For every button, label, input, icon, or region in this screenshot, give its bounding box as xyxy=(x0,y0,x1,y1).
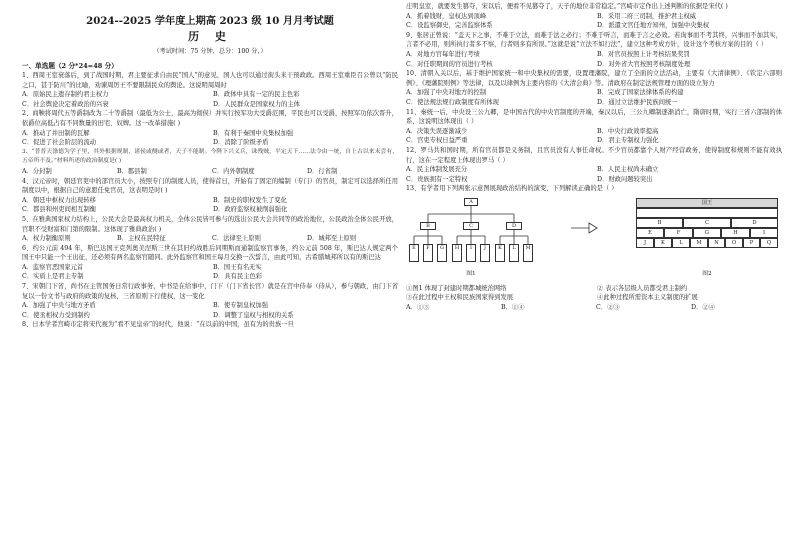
option: C．实质上是君主专制 xyxy=(22,273,84,281)
layer-cell: O xyxy=(725,238,743,248)
tree-node-leaf: I xyxy=(466,244,476,262)
layer-cell: B xyxy=(636,218,683,228)
tree-node-leaf: E xyxy=(409,244,419,262)
question-6-options xyxy=(22,263,398,282)
option: A．加强了中央对地方的控制 xyxy=(406,89,487,97)
layer-cell: L xyxy=(672,238,690,248)
exam-meta: （考试时间：75 分钟，总分：100 分，） xyxy=(153,48,267,55)
tree-node-mid: D xyxy=(506,222,522,230)
option: A．民主体制发展充分 xyxy=(406,166,468,174)
option: A．决策失误逐渐减少 xyxy=(406,127,468,135)
question-3-options xyxy=(22,167,398,177)
option: D．派遣文官任地方知州，加强中央集权 xyxy=(597,22,710,30)
statement: ①图1 体现了封建时期都城统治网络 xyxy=(406,284,507,292)
option: A．权力制衡原则 xyxy=(22,235,71,243)
question-6: 6、约公元前 494 年，斯巴达国王克列奥美涅斯三世在其旧约战胜后同期斯而通制监察官事务，约公元前 508 年，斯巴达人规定两个国王中只能一个王出征，还必须有两名监察官随同。此外监察官和国王每月交换一次誓言，由此可知，古希腊城邦所以有的斯巴达 xyxy=(22,244,398,262)
question-9: 9、张居正曾说：“盖天下之事，不难于立法，而难于法之必行；不难于听言，而难于言之必效。若询事而不考其终，兴事而不加其实，言者不必用，则所执行者多不察，行者则多有所误。”这就是说“立法不如行法”，建立这种考成方针，设计这个考核方案的目的（ ） xyxy=(406,31,782,49)
option: A．对地方官每年进行考绩 xyxy=(406,50,480,58)
tree-node-leaf: H xyxy=(452,244,462,262)
option: B．郡县制 xyxy=(117,167,147,175)
option: B．国王有名无实 xyxy=(213,263,262,271)
layer-cell: K xyxy=(654,238,672,248)
question-13-figures xyxy=(406,196,782,282)
option: D．君主专制权力强化 xyxy=(597,137,659,145)
question-2: 2、商鞅将周代五等爵制改为二十等爵制（最低为公士，最高为彻侯）并实行按军功大受爵范围，平民也可以受爵，按照军功依次晋升，依爵位高低占有不同数量的田宅、奴婢。这一改革措施( ) xyxy=(22,110,398,127)
question-7: 7、宋朝门下省，尚书在主管国务日常行政事务，中书是在给事中，门下（门下省长官）就是在宫中侍奉（侍从），参与朝政，由门下省复以一份文书与政府的政策的复核，三省原则下行使权，这一变化 xyxy=(22,283,398,300)
question-7-options xyxy=(22,301,398,320)
option: C．内外朝制度 xyxy=(212,167,255,175)
arrow-icon xyxy=(569,196,599,266)
question-1-options xyxy=(22,90,398,109)
transition-arrow xyxy=(569,196,599,266)
tree-connectors xyxy=(406,196,536,274)
option: B．政体中具有一定的民主色彩 xyxy=(213,91,300,99)
layer-cell: I xyxy=(750,228,778,238)
statement: ③在此过程中王权和民族国家得到发展 xyxy=(406,294,514,302)
question-8-continued: 庄明皇室，就要发生篡夺，宋以后，便看不见篡夺了，天子的地位非常稳定。”宫崎市定作出上述判断的依据是宋代( ) xyxy=(406,3,728,10)
option: B．制史的职权发生了变化 xyxy=(213,196,287,204)
option: D．财政问题较突出 xyxy=(597,175,653,183)
question-11: 11、秦统一后，中央设三公九卿，是中国古代的中央官制度的开端，秦汉以后，三公九卿制逐渐消亡，隋唐时期，实行三省六部制的体系，这说明这体现出（ ） xyxy=(406,108,782,126)
layer-cell: N xyxy=(708,238,725,248)
question-13: 13、有学者用下列两张示意图展现政治结构的演变，下列解读正确的是（ ） xyxy=(406,185,618,193)
layer-cell: P xyxy=(743,238,760,248)
layer-cell: F xyxy=(664,228,693,238)
question-13-statements xyxy=(406,284,782,303)
tree-node-leaf: F xyxy=(423,244,433,262)
right-column xyxy=(406,2,782,549)
option: A．加强了中央与地方矛盾 xyxy=(22,302,96,310)
figure-2-caption: 图2 xyxy=(702,270,712,277)
question-3: 3、“普普天涤德为学子里，其外根据规制，诸侯或侧或者，天子不能制。今陛下兴义兵，诛残贼，平定天下……法令由一统，自上古以来未尝有，五帝所不及。”材料所述的政治制度是( ) xyxy=(22,148,398,165)
question-5: 5、在雅典国家权力结构上，公民大会是最高权力机关，全体公民皆可参与的选出公民大会共同等的政治地位，公民政治全体公民开放，官职不受财富和门第的限制。这体现了雅典政治( ) xyxy=(22,215,398,233)
option: A．监察官恶国家元首 xyxy=(22,263,84,271)
layer-cell: G xyxy=(693,228,721,238)
option: D．人民群众是国家权力的主体 xyxy=(213,100,300,108)
layer-cell: J xyxy=(636,238,654,248)
tree-node-mid: B xyxy=(420,222,436,230)
option: B．主权在民特征 xyxy=(117,235,166,243)
option: D．②④ xyxy=(691,304,715,312)
question-8: 8、日本学者宫崎市定将宋代视为“看不见皇帝”的时代，他说：“在以前的中国，虽有为的贵族一旦 xyxy=(22,321,294,329)
option: D．通过立法维护民族间统一 xyxy=(597,98,678,106)
layer-cell: E xyxy=(636,228,664,238)
option: C．使丞相权力受到制约 xyxy=(22,311,90,319)
layer-row-blank xyxy=(636,208,778,218)
figure-2-layers xyxy=(632,196,782,282)
question-2-options xyxy=(22,129,398,148)
option: D．对外省大官按照考核制度处理 xyxy=(597,60,691,68)
question-10: 10、清朝入关以后，基于维护国家统一和中央集权的需要，设置理藩院，建立了全面的立法活动，主要有《大清律例》、《钦定六部则例》、《理藩院则例》等法律，以及以律例为主要内容的《大清会典》等。清政府在制定法规管理方面的设立努力 xyxy=(406,70,782,87)
option: B．有利于秦国中央集权加强 xyxy=(213,129,294,137)
option: C．对任职期间的官员进行考核 xyxy=(406,60,493,68)
option: A．①③ xyxy=(406,304,430,312)
option: C．设监察御史，完善监察体系 xyxy=(406,22,493,30)
option: A．抓着钱财，皇权达到顶峰 xyxy=(406,12,487,20)
question-4: 4、汉元帝时，朝廷官吏中的部官员大小，按照专门的制度人员，使得首日，开始有了固定的编制（专门）的官员，制定可以选择所任用制度以中，根据自己的意愿任免官员，这表明是时( ) xyxy=(22,177,398,195)
option: C．促进了社会阶层的流动 xyxy=(22,139,97,147)
tree-node-leaf: L xyxy=(509,244,519,262)
section-heading: 一、单选题（2 分*24=48 分） xyxy=(22,62,118,70)
layer-header: 国王 xyxy=(636,198,778,208)
option: A．分封制 xyxy=(22,167,52,175)
question-1: 1、西周王室衰落后，到了战国时期，君主要征求自由民“国人”的意见，国人也可以通过街头来干预政政。西周王室重臣召公曾以“防民之口，甚于防川”的比喻，劝谏周厉王不要限制民众的舆论。这说明周周时 xyxy=(22,72,398,89)
option: C．都县和州吏间相互制衡 xyxy=(22,206,97,214)
layer-cell: Q xyxy=(760,238,778,248)
option: B．①④ xyxy=(501,304,525,312)
option: D．政府监察权被削弱强化 xyxy=(213,206,288,214)
tree-node-mid: C xyxy=(463,222,479,230)
option: A．朝廷中枢权力出现转移 xyxy=(22,196,96,204)
option: A．推动了井田制的瓦解 xyxy=(22,129,90,137)
option: A．原始民主遗存制约君主权力 xyxy=(22,91,109,99)
question-12: 12、罗马共和国时期，所有官员都是义务制，且官员没有人事任命权。不少官员都靠个人财产经营政务，使得制度和规则不能有效执行，这在一定程度上体现出罗马（ ） xyxy=(406,146,782,164)
option: C．贵族拥有一定特权 xyxy=(406,175,468,183)
tree-node-leaf: M xyxy=(523,244,533,262)
question-9-options xyxy=(406,50,782,69)
option: C．社会舆论决定着政治的兴衰 xyxy=(22,100,109,108)
option: C．使法规法规行政制度有所体现 xyxy=(406,98,499,106)
option: D．调整了皇权与相权的关系 xyxy=(213,311,294,319)
question-10-options xyxy=(406,88,782,107)
option: D．具有民主色彩 xyxy=(213,273,263,281)
option: D．行省制 xyxy=(307,167,338,175)
figure-1-caption: 图1 xyxy=(466,270,476,277)
question-11-options xyxy=(406,127,782,146)
option: B．使专制皇权加强 xyxy=(213,302,269,310)
option: B．采用二府三司制，推护君主权威 xyxy=(597,12,697,20)
subject-title: 历 史 xyxy=(188,30,232,43)
statement: ④此种过程所需资本主义制度的扩展 xyxy=(597,294,698,302)
option: B．对官员按照上计考核结果奖罚 xyxy=(597,50,690,58)
question-12-options xyxy=(406,165,782,184)
option: C．官吏专权日益严重 xyxy=(406,137,468,145)
figure-1-tree xyxy=(406,196,536,282)
question-13-options xyxy=(406,303,782,313)
question-8-options xyxy=(406,12,782,31)
exam-title: 2024--2025 学年度上期高 2023 级 10 月月考试题 xyxy=(86,15,334,27)
statement: ② 表示各层级人员都受君主制约 xyxy=(597,284,688,292)
layer-cell: D xyxy=(731,218,778,228)
option: B．人民主权尚未确立 xyxy=(597,166,659,174)
option: D．消除了阶级矛盾 xyxy=(213,139,269,147)
option: C．法律至上原则 xyxy=(212,235,261,243)
question-4-options xyxy=(22,196,398,215)
tree-node-leaf: J xyxy=(480,244,490,262)
layer-cell: H xyxy=(721,228,750,238)
layer-cell: C xyxy=(683,218,731,228)
tree-node-leaf: G xyxy=(437,244,447,262)
option: B．完成了国家法律体系的构建 xyxy=(597,89,684,97)
option: C．②③ xyxy=(596,304,620,312)
layer-cell: M xyxy=(690,238,708,248)
left-column xyxy=(22,14,398,549)
option: B．中央行政效率提高 xyxy=(597,127,659,135)
tree-node-top: A xyxy=(464,198,478,206)
question-5-options xyxy=(22,234,398,244)
tree-node-leaf: K xyxy=(495,244,505,262)
option: D．城邦至上原则 xyxy=(307,235,357,243)
